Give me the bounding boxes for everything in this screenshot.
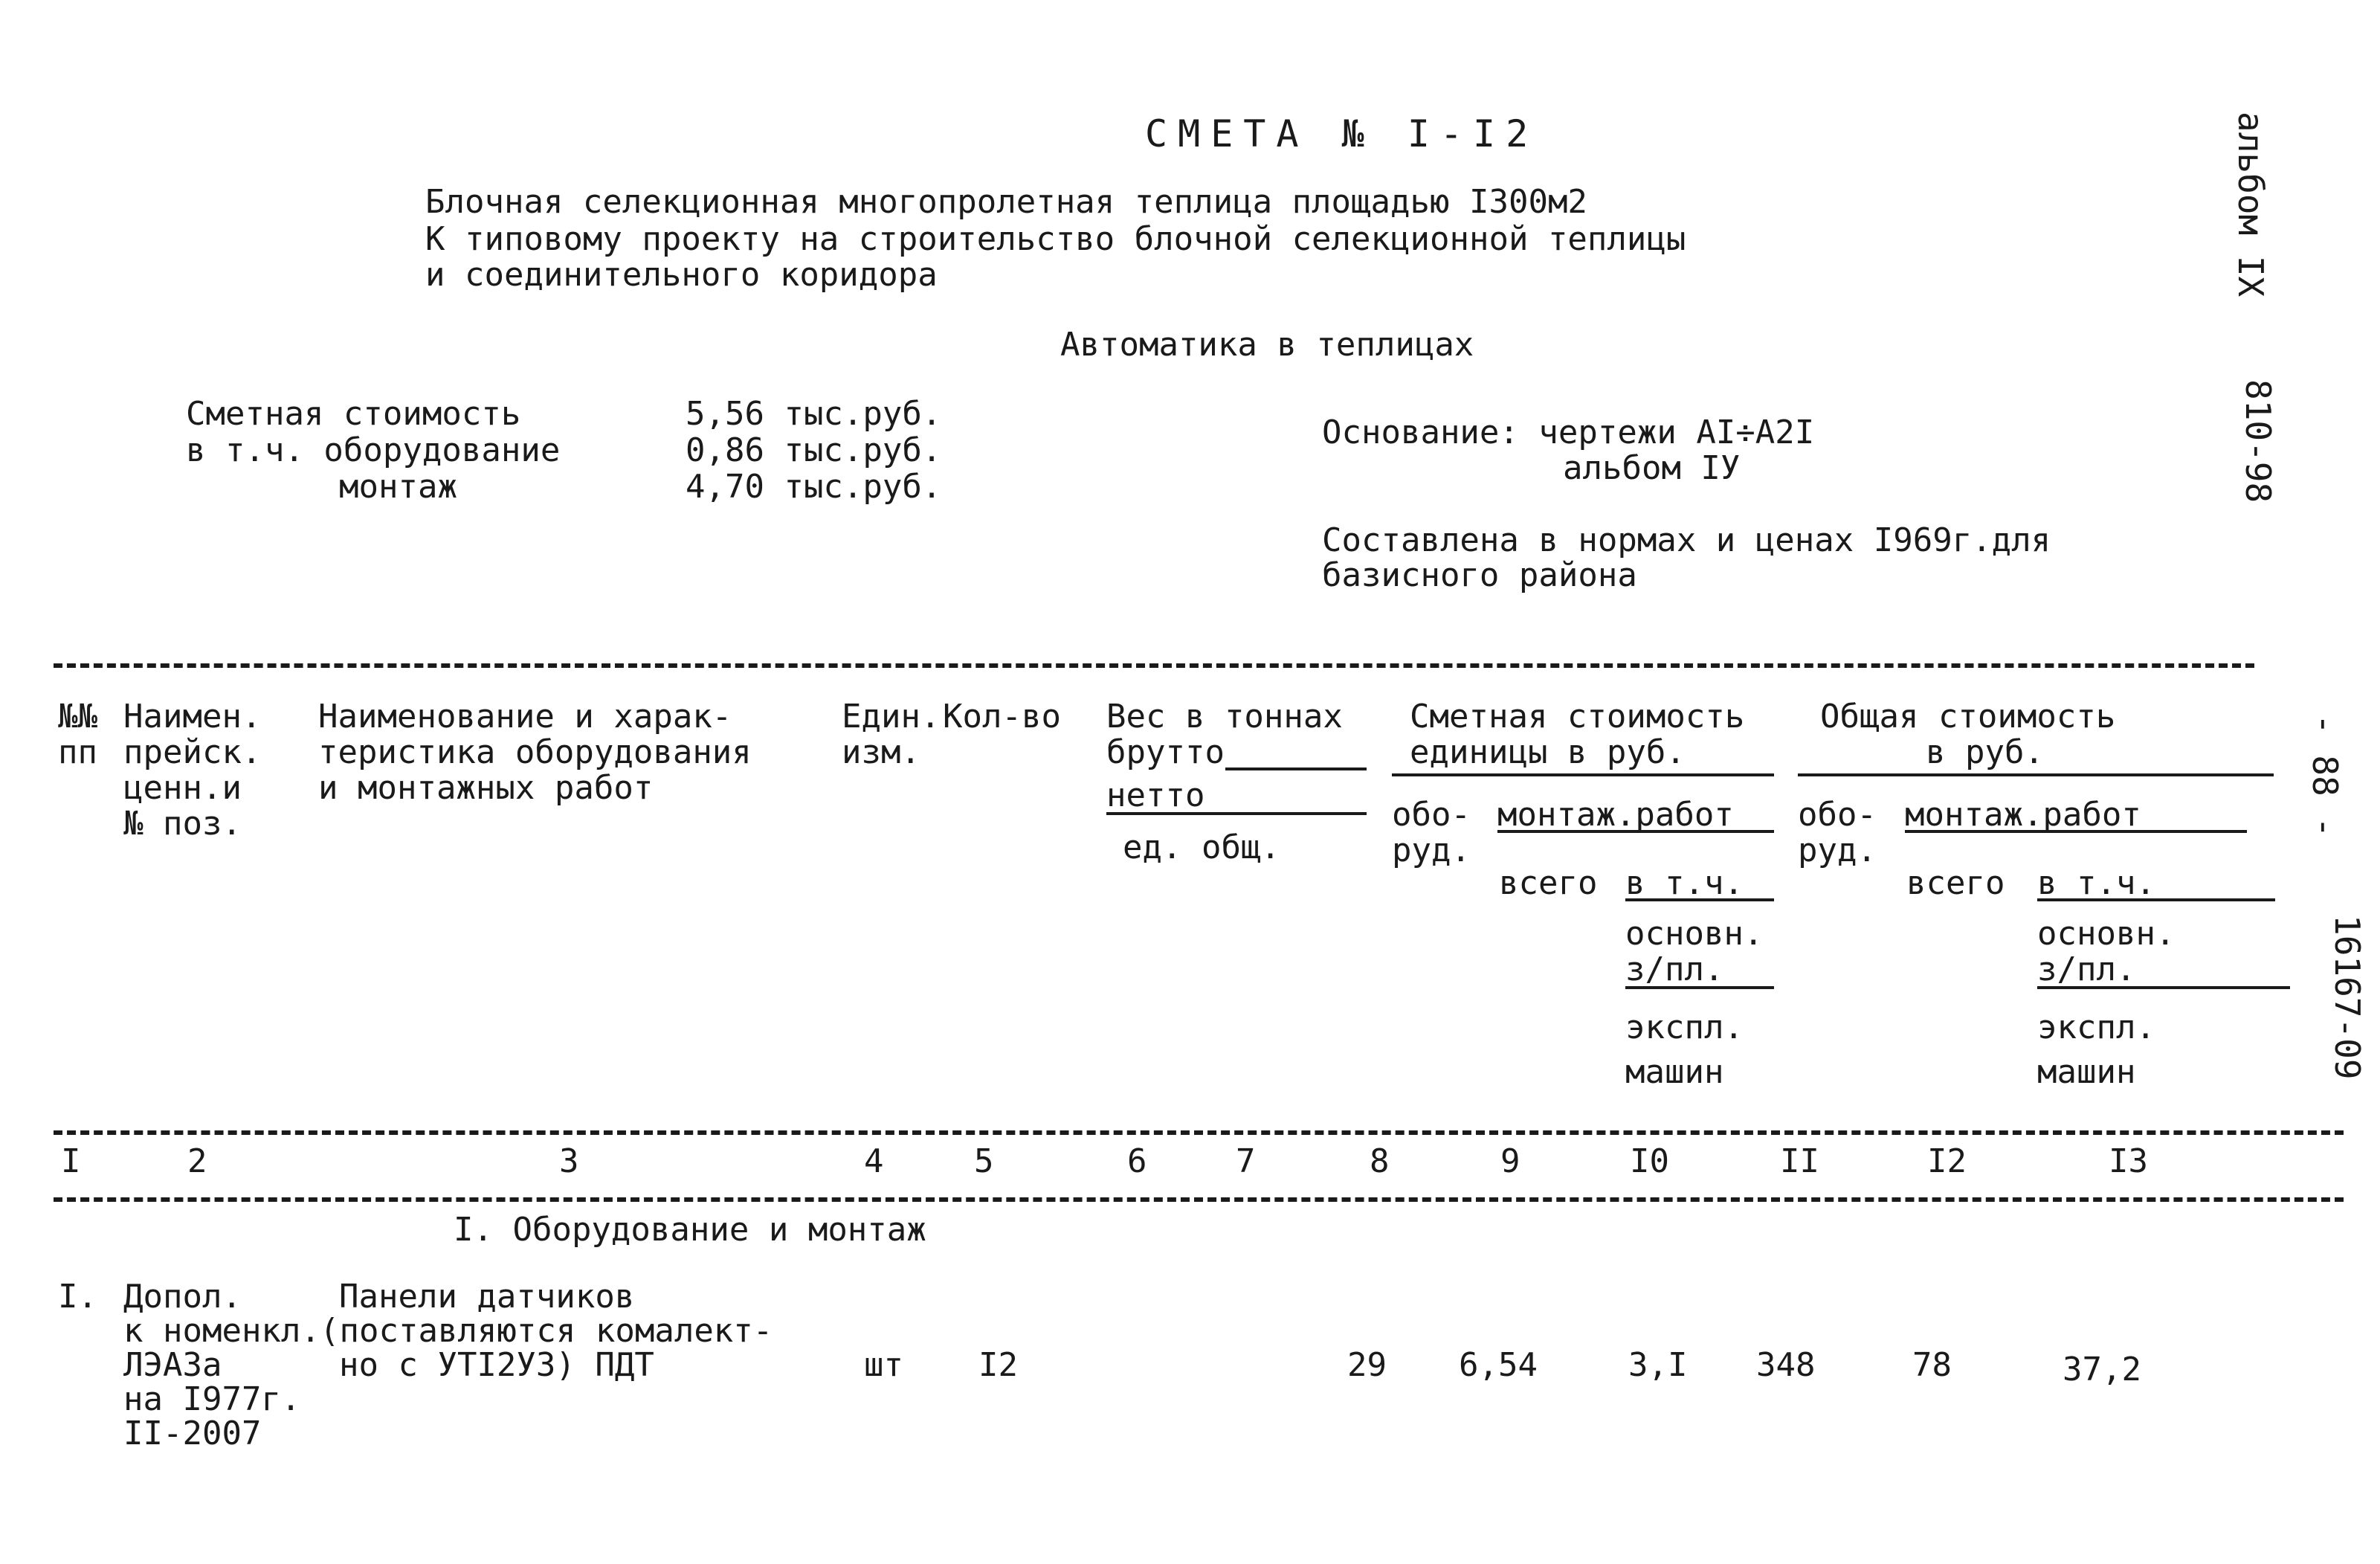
header-unitcost-l2: единицы в руб.	[1410, 733, 1686, 771]
header-c1-l2: пп	[58, 733, 97, 771]
basis-drawings: Основание: чертежи АI÷А2I	[1322, 413, 1815, 451]
unitcost-install-rule	[1497, 830, 1774, 833]
header-bottom-rule	[54, 1130, 2344, 1135]
project-reference: К типовому проекту на строительство блочной селекционной теплицы	[425, 220, 1686, 258]
document-number: 16167-09	[2327, 915, 2367, 1080]
header-c4-l2: изм.	[842, 733, 920, 771]
header-unitcost-mach-1: экспл.	[1625, 1008, 1744, 1046]
header-c5: Кол-во	[943, 698, 1061, 736]
row-number: I.	[58, 1278, 97, 1316]
unitcost-incl-rule	[1625, 898, 1774, 901]
totalcost-incl-rule	[2037, 898, 2275, 901]
row-desc-l2: (поставляются комалект-	[320, 1312, 773, 1350]
row-c10: 3,I	[1628, 1346, 1688, 1384]
header-weight-l1: Вес в тоннах	[1106, 698, 1343, 736]
header-weight-net: нетто	[1106, 776, 1205, 814]
album-number: альбом IX	[2231, 112, 2271, 297]
header-totalcost-l1: Общая стоимость	[1820, 698, 2116, 736]
totalcost-install-rule	[1905, 830, 2247, 833]
row-c11: 348	[1756, 1346, 1816, 1384]
header-unitcost-equip-2: руд.	[1392, 831, 1471, 869]
header-unitcost-mach-2: машин	[1625, 1053, 1724, 1091]
column-number: 4	[864, 1142, 884, 1180]
header-totalcost-equip-2: руд.	[1798, 831, 1877, 869]
column-number: 7	[1236, 1142, 1256, 1180]
column-number: 6	[1127, 1142, 1147, 1180]
row-c8: 29	[1347, 1346, 1387, 1384]
row-desc-l3: но с УТI2УЗ) ПДТ	[339, 1346, 654, 1384]
cost-equipment-label: в т.ч. оборудование	[186, 431, 561, 469]
header-c3-l1: Наименование и харак-	[318, 698, 732, 736]
header-weight-gross: брутто	[1106, 733, 1225, 771]
header-unitcost-wage-1: основн.	[1625, 915, 1764, 953]
row-ref-l4: на I977г.	[123, 1380, 301, 1418]
weight-net-rule	[1106, 812, 1367, 815]
header-c1-l1: №№	[58, 698, 97, 736]
document-title: СМЕТА № I-I2	[1145, 112, 1539, 155]
header-unitcost-equip-1: обо-	[1392, 796, 1471, 834]
header-totalcost-mach-1: экспл.	[2037, 1008, 2155, 1046]
unitcost-wage-rule	[1625, 986, 1774, 989]
cost-equipment-value: 0,86 тыс.руб.	[686, 431, 942, 469]
header-unitcost-total: всего	[1499, 864, 1598, 902]
column-number: II	[1780, 1142, 1819, 1180]
header-c2-l4: № поз.	[123, 805, 242, 843]
section-title: I. Оборудование и монтаж	[454, 1211, 926, 1249]
row-ref-l1: Допол.	[123, 1278, 242, 1316]
page-number: - 88 -	[2305, 714, 2345, 838]
header-weight-units: ед. общ.	[1123, 828, 1280, 866]
column-number: I	[61, 1142, 81, 1180]
row-ref-l3: ЛЭАЗа	[123, 1346, 222, 1384]
weight-gross-rule	[1225, 767, 1367, 770]
header-c2-l1: Наимен.	[123, 698, 262, 736]
header-c3-l2: теристика оборудования	[318, 733, 752, 771]
column-number: I0	[1630, 1142, 1669, 1180]
column-number: I3	[2109, 1142, 2148, 1180]
basis-album: альбом IУ	[1563, 449, 1741, 487]
row-ref-l5: II-2007	[123, 1415, 262, 1452]
header-c2-l3: ценн.и	[123, 769, 242, 807]
row-c13: 37,2	[2063, 1351, 2141, 1388]
column-numbers-rule	[54, 1197, 2344, 1202]
column-number: I2	[1927, 1142, 1967, 1180]
column-number: 8	[1370, 1142, 1390, 1180]
table-top-rule	[54, 663, 2254, 668]
basis-norms: Составлена в нормах и ценах I969г.для	[1322, 521, 2051, 559]
cost-total-label: Сметная стоимость	[186, 395, 521, 433]
section-heading: Автоматика в теплицах	[1060, 326, 1474, 364]
header-unitcost-incl: в т.ч.	[1625, 864, 1744, 902]
header-totalcost-equip-1: обо-	[1798, 796, 1877, 834]
totalcost-wage-rule	[2037, 986, 2290, 989]
cost-installation-value: 4,70 тыс.руб.	[686, 468, 942, 506]
totalcost-rule	[1798, 773, 2274, 776]
header-unitcost-install: монтаж.работ	[1497, 796, 1734, 834]
header-totalcost-l2: в руб.	[1926, 733, 2044, 771]
project-code: 810-98	[2238, 379, 2278, 503]
header-unitcost-l1: Сметная стоимость	[1410, 698, 1745, 736]
basis-region: базисного района	[1322, 556, 1637, 594]
row-unit: шт	[864, 1346, 903, 1384]
object-name: Блочная селекционная многопролетная теплица площадью I300м2	[425, 183, 1587, 221]
column-number: 2	[187, 1142, 207, 1180]
header-totalcost-wage-2: з/пл.	[2037, 950, 2136, 988]
header-unitcost-wage-2: з/пл.	[1625, 950, 1724, 988]
column-number: 5	[974, 1142, 994, 1180]
header-totalcost-wage-1: основн.	[2037, 915, 2176, 953]
row-qty: I2	[978, 1346, 1018, 1384]
column-number: 9	[1500, 1142, 1520, 1180]
cost-installation-label: монтаж	[339, 468, 457, 506]
row-c9: 6,54	[1459, 1346, 1538, 1384]
header-totalcost-mach-2: машин	[2037, 1053, 2136, 1091]
row-desc-l1: Панели датчиков	[339, 1278, 635, 1316]
header-totalcost-incl: в т.ч.	[2037, 864, 2155, 902]
row-c12: 78	[1912, 1346, 1952, 1384]
header-totalcost-install: монтаж.работ	[1905, 796, 2141, 834]
unitcost-rule	[1392, 773, 1774, 776]
project-reference-cont: и соединительного коридора	[425, 256, 938, 294]
header-c2-l2: прейск.	[123, 733, 262, 771]
column-number: 3	[559, 1142, 579, 1180]
row-ref-l2: к номенкл.	[123, 1312, 320, 1350]
header-c4-l1: Един.	[842, 698, 941, 736]
cost-total-value: 5,56 тыс.руб.	[686, 395, 942, 433]
header-totalcost-total: всего	[1906, 864, 2005, 902]
header-c3-l3: и монтажных работ	[318, 769, 654, 807]
